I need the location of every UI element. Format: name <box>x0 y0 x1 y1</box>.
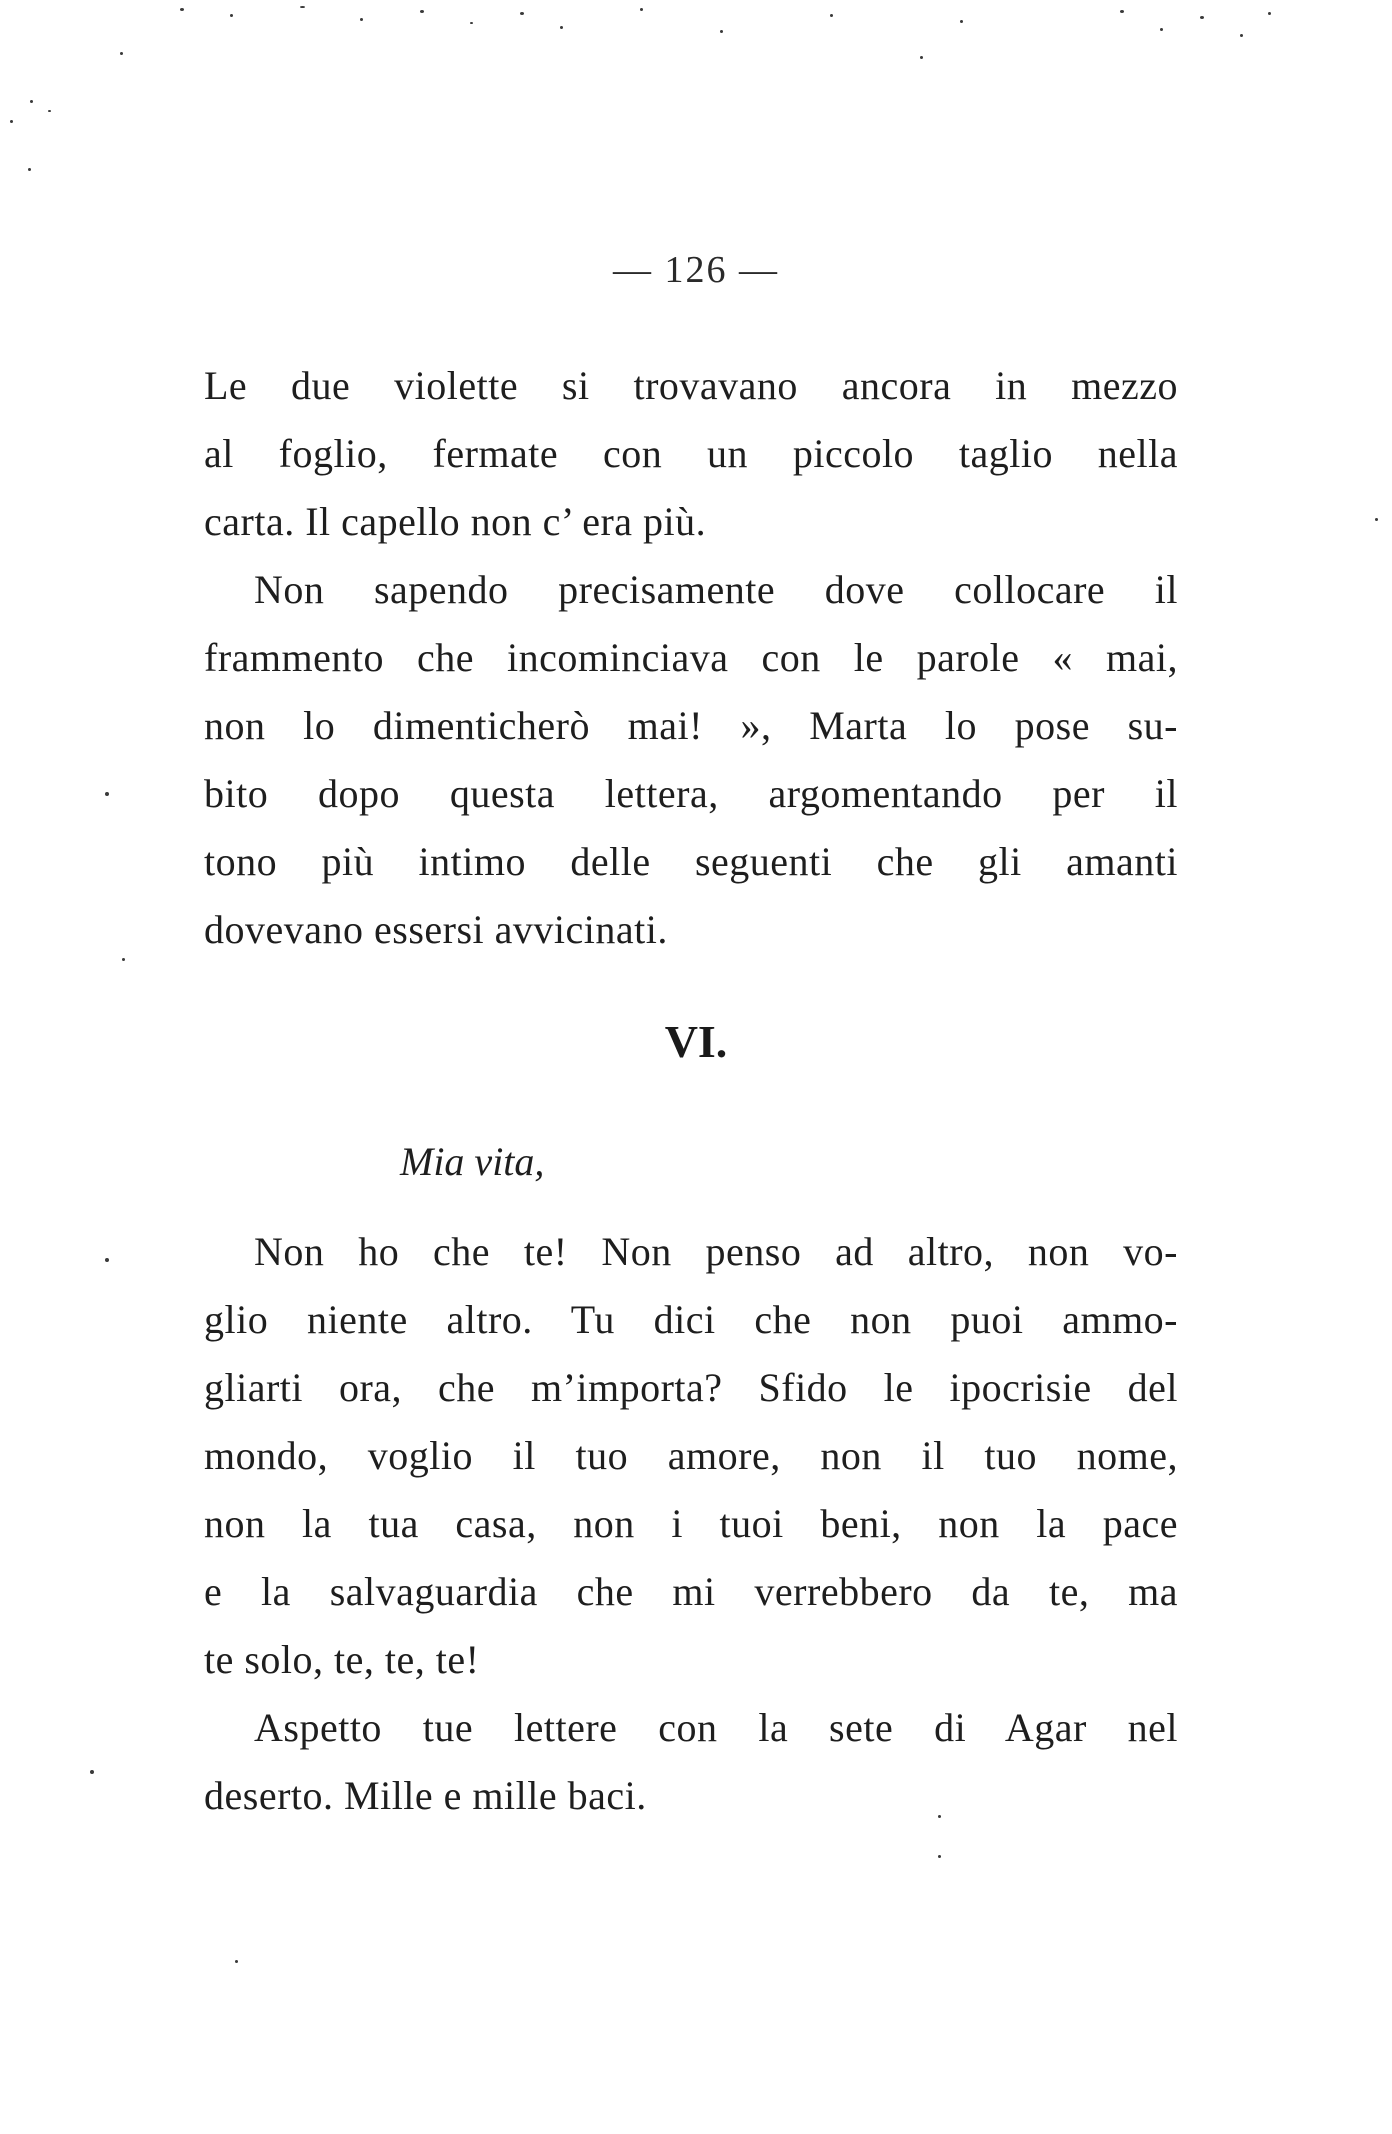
paragraph-3 <box>204 1218 1178 1694</box>
paragraph-3-line: non la tua casa, non i tuoi beni, non la pace <box>204 1501 1178 1546</box>
paragraph-3-line: e la salvaguardia che mi verrebbero da te, ma <box>204 1569 1178 1614</box>
paragraph-2-line: non lo dimenticherò mai! », Marta lo pose su- <box>204 703 1178 748</box>
paragraph-2-line: tono più intimo delle seguenti che gli amanti <box>204 839 1178 884</box>
paragraph-3-line: mondo, voglio il tuo amore, non il tuo nome, <box>204 1433 1178 1478</box>
paragraph-2-line: dovevano essersi avvicinati. <box>204 907 668 952</box>
paragraph-4 <box>204 1694 1178 1830</box>
page-number: — 126 — <box>613 249 779 291</box>
paragraph-3-line: Non ho che te! Non penso ad altro, non vo- <box>254 1229 1178 1274</box>
paragraph-1 <box>204 352 1178 556</box>
paragraph-2-line: bito dopo questa lettera, argomentando per il <box>204 771 1178 816</box>
paragraph-4-line: deserto. Mille e mille baci. <box>204 1773 647 1818</box>
paragraph-2 <box>204 556 1178 964</box>
paragraph-1-line: carta. Il capello non c’ era più. <box>204 499 707 544</box>
paragraph-3-line: gliarti ora, che m’importa? Sfido le ipocrisie del <box>204 1365 1178 1410</box>
paragraph-3-line: te solo, te, te, te! <box>204 1637 480 1682</box>
paragraph-4-line: Aspetto tue lettere con la sete di Agar nel <box>254 1705 1178 1750</box>
paragraph-2-line: Non sapendo precisamente dove collocare il <box>254 567 1178 612</box>
paragraph-1-line: al foglio, fermate con un piccolo taglio nella <box>204 431 1178 476</box>
section-heading: VI. <box>664 1016 728 1067</box>
paragraph-3-line: glio niente altro. Tu dici che non puoi ammo- <box>204 1297 1178 1342</box>
paragraph-1-line: Le due violette si trovavano ancora in mezzo <box>204 363 1178 408</box>
letter-salutation: Mia vita, <box>400 1139 545 1184</box>
paragraph-2-line: frammento che incominciava con le parole « mai, <box>204 635 1178 680</box>
